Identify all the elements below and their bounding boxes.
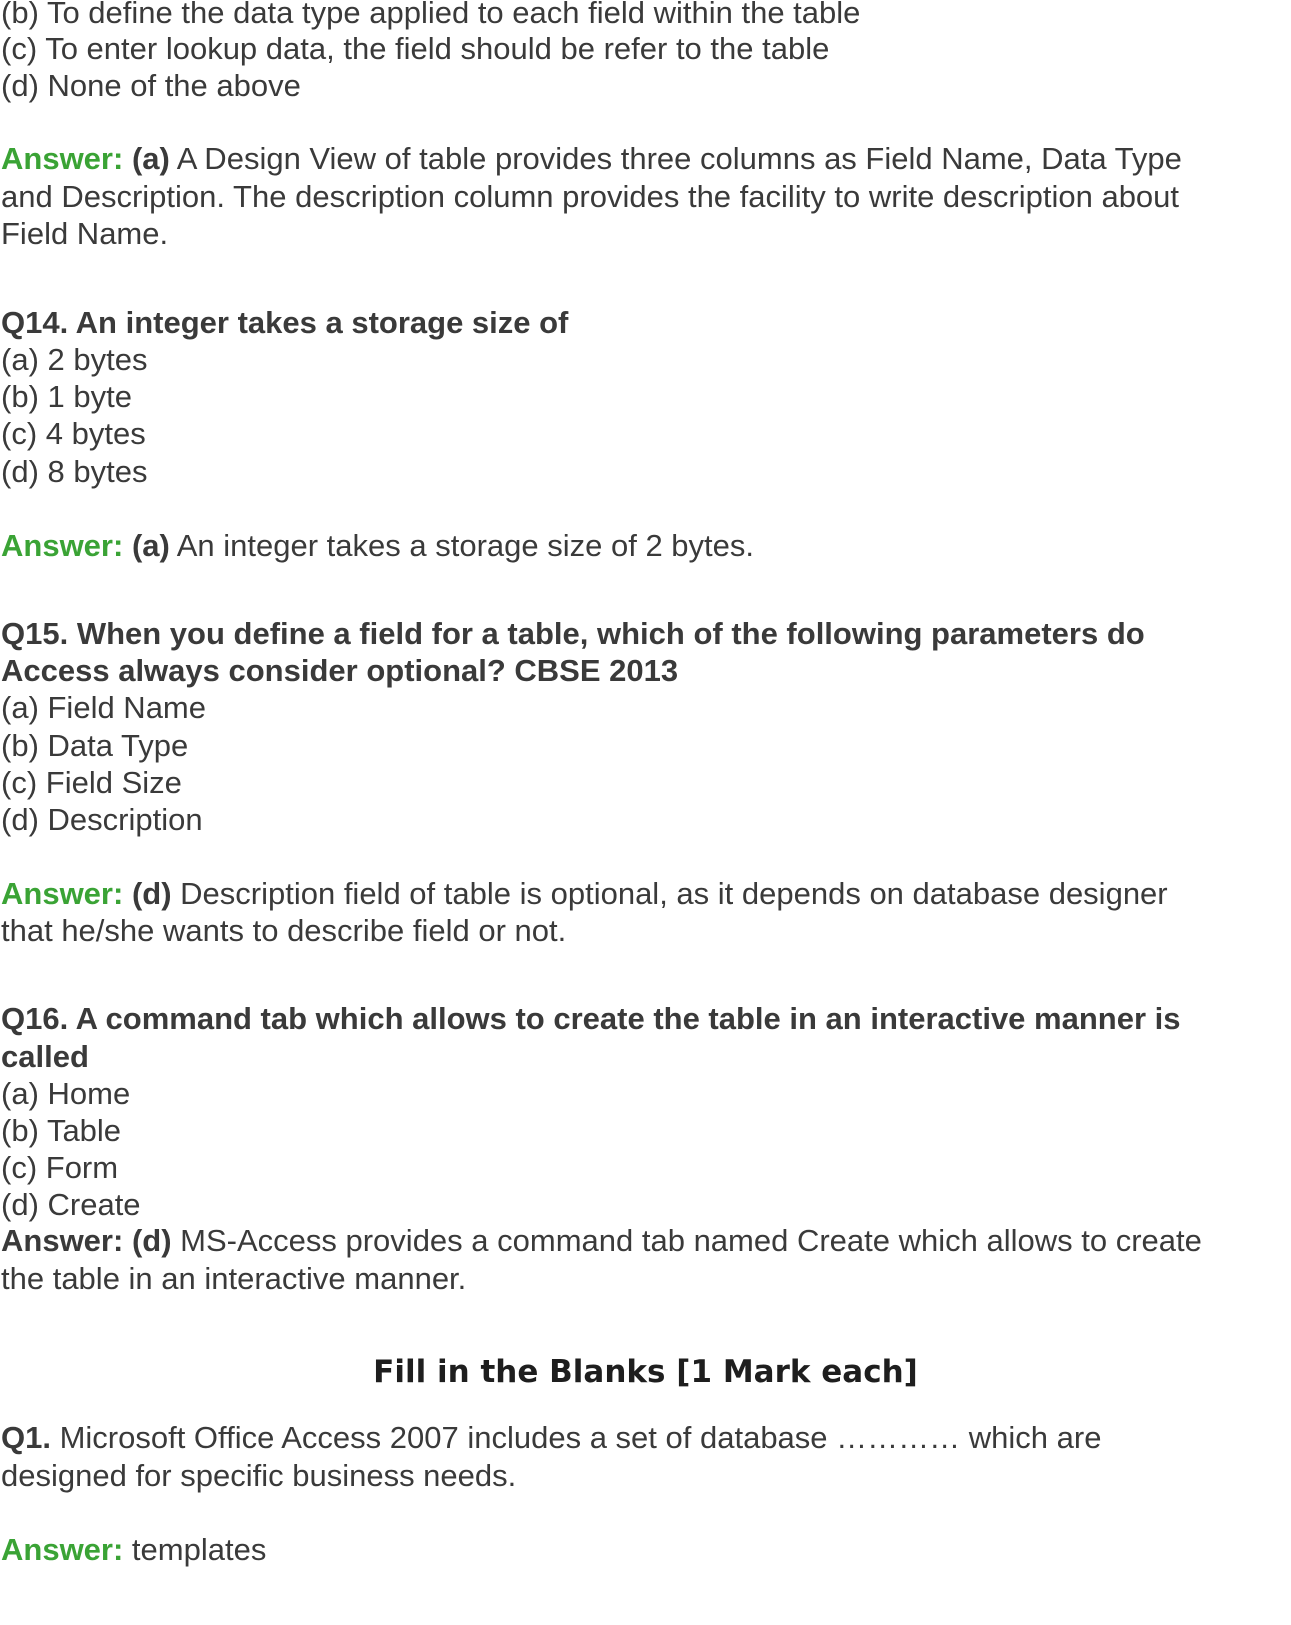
- fb-q1-answer: [1, 1531, 266, 1569]
- answer-choice: (d): [131, 876, 172, 911]
- q14-answer: [1, 527, 754, 565]
- q14-option-d: (d) 8 bytes: [1, 454, 148, 489]
- answer-text: A Design View of table provides three columns as Field Name, Data Type: [169, 141, 1182, 176]
- q15-title-line-2: Access always consider optional? CBSE 2013: [1, 653, 679, 688]
- fb-q1-line-1: [1, 1419, 1101, 1457]
- q16-option-c: (c) Form: [1, 1150, 119, 1185]
- answer-text: An integer takes a storage size of 2 bytes.: [169, 528, 754, 563]
- q14-option-b: (b) 1 byte: [1, 379, 132, 414]
- option-d-prev: (d) None of the above: [1, 68, 301, 103]
- answer-text: Description field of table is optional, as it depends on database designer: [171, 876, 1168, 911]
- section-heading-fill-blanks: Fill in the Blanks [1 Mark each]: [373, 1354, 918, 1390]
- answer-label: Answer:: [1, 1223, 124, 1258]
- option-b-prev: (b) To define the data type applied to each field within the table: [1, 0, 861, 30]
- q16-title-line-1: Q16. A command tab which allows to create the table in an interactive manner is: [1, 1001, 1181, 1036]
- q15-title-line-1: Q15. When you define a field for a table, which of the following parameters do: [1, 616, 1145, 651]
- q15-answer-line-1: [1, 875, 1168, 913]
- answer-choice: (d): [131, 1223, 172, 1258]
- q16-option-a: (a) Home: [1, 1076, 131, 1111]
- answer-prev-line-1: [1, 140, 1182, 178]
- answer-label: Answer:: [1, 876, 124, 911]
- q16-option-b: (b) Table: [1, 1113, 122, 1148]
- answer-prev-line-2: and Description. The description column provides the facility to write description about: [1, 179, 1180, 214]
- q16-answer-line-2: the table in an interactive manner.: [1, 1261, 467, 1296]
- q16-answer-line-1: [1, 1222, 1202, 1260]
- q16-option-d: (d) Create: [1, 1187, 141, 1222]
- answer-label: Answer:: [1, 1532, 124, 1567]
- option-c-prev: (c) To enter lookup data, the field should be refer to the table: [1, 31, 830, 66]
- answer-prev-line-3: Field Name.: [1, 216, 169, 251]
- fb-q1-number: Q1.: [1, 1420, 51, 1455]
- q15-option-b: (b) Data Type: [1, 728, 189, 763]
- q14-title: Q14. An integer takes a storage size of: [1, 305, 569, 340]
- answer-choice: (a): [131, 141, 170, 176]
- answer-label: Answer:: [1, 528, 124, 563]
- fb-q1-line-2: designed for specific business needs.: [1, 1458, 517, 1493]
- answer-choice: (a): [131, 528, 170, 563]
- answer-label: Answer:: [1, 141, 124, 176]
- answer-text: MS-Access provides a command tab named Create which allows to create: [171, 1223, 1202, 1258]
- q15-answer-line-2: that he/she wants to describe field or not.: [1, 913, 567, 948]
- q14-option-a: (a) 2 bytes: [1, 342, 148, 377]
- q16-title-line-2: called: [1, 1039, 89, 1074]
- q14-option-c: (c) 4 bytes: [1, 416, 146, 451]
- q15-option-d: (d) Description: [1, 802, 203, 837]
- fb-q1-text: Microsoft Office Access 2007 includes a set of database ………… which are: [50, 1420, 1102, 1455]
- answer-text: templates: [123, 1532, 267, 1567]
- q15-option-a: (a) Field Name: [1, 690, 206, 725]
- q15-option-c: (c) Field Size: [1, 765, 182, 800]
